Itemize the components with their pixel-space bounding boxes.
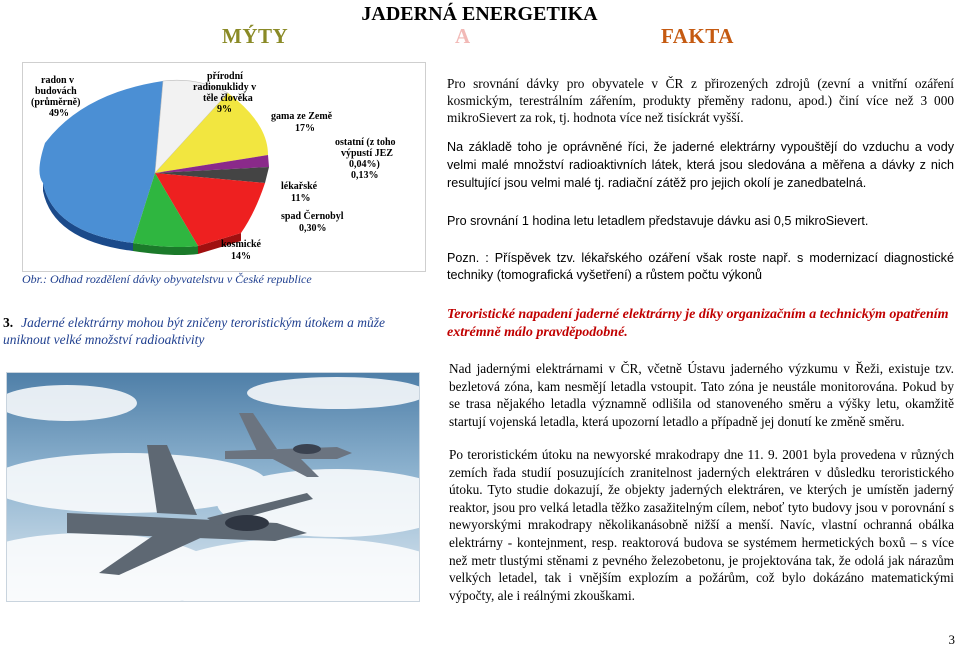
paragraph-no-fly-zone: Nad jadernými elektrárnami v ČR, včetně Ústavu jaderného výzkumu v Řeži, existuje tzv. bezletová zóna, kam nesmějí letadla vstoupit. Tato zóna je neustále monitorována. Pokud by se trasa nějakého letadla významně odlišila od stanoveného směru a výšky letu, okamžitě startují vojenská letadla, která upozorní letadlo a případně jej donutí ke změně směru. xyxy=(449,361,954,429)
heading-fakta: FAKTA xyxy=(661,24,734,48)
label-prirodni-4: 9% xyxy=(217,104,232,115)
label-radon-4: 49% xyxy=(49,108,69,119)
paragraph-emissions: Na základě toho je oprávněné říci, že jaderné elektrárny vypouštějí do vzduchu a vody velmi malé množství radioaktivních látek, která jsou sledována a měřena a dávky z nich resultující jsou velmi malé tj. radiační zátěž pro jejich okolí je zanedbatelná. xyxy=(447,140,954,190)
label-prirodni-2: radionuklidy v xyxy=(193,82,257,93)
section-3-text: Jaderné elektrárny mohou být zničeny teroristickým útokem a může uniknout velké množství radioaktivity xyxy=(3,315,386,347)
label-lekarske-1: lékařské xyxy=(281,181,318,192)
label-ostatni-1: ostatní (z toho xyxy=(335,137,396,148)
label-gama-2: 17% xyxy=(295,123,315,134)
label-ostatni-3: 0,04%) xyxy=(349,159,380,170)
section-number: 3. xyxy=(3,315,14,330)
paragraph-studies: Po teroristickém útoku na newyorské mrakodrapy dne 11. 9. 2001 byla provedena v různých zemích řada studií posuzujících zranitelnost jaderných elektráren v důsledku teroristického útoku. Tyto studie dokazují, že objekty jaderných elektráren, ve kterých je umístěn jaderný reaktor, jsou pro velká letadla těžko zasažitelným cílem, neboť tyto budovy jsou v porovnání s newyorskými mrakodrapy několikanásobně nižší a menší. Navíc, vlastní ochranná obálka elektrárny - kontejnment, resp. reaktorová budova se systémem hermetických boxů – s více než metr tlustými stěnami z pevného železobetonu, je projektována tak, že odolá jak nárazům velkých letadel, tak i vnějším explozím a požárům, což bylo dokázáno matematickými výpočty, ale i reálnými zkouškami. xyxy=(449,447,954,603)
chart-caption: Obr.: Odhad rozdělení dávky obyvatelstvu v České republice xyxy=(22,272,312,286)
fighter-jets-photo xyxy=(6,372,420,602)
paragraph-flight-dose: Pro srovnání 1 hodina letu letadlem představuje dávku asi 0,5 mikroSievert. xyxy=(447,214,869,228)
terror-fact-heading: Teroristické napadení jaderné elektrárny je díky organizačním a technickým opatřením extrémně málo pravděpodobné. xyxy=(447,307,949,340)
label-prirodni-3: těle člověka xyxy=(203,93,253,104)
label-kosmicke-2: 14% xyxy=(231,251,251,262)
document-title: JADERNÁ ENERGETIKA xyxy=(361,3,598,25)
paragraph-dose-comparison: Pro srovnání dávky pro obyvatele v ČR z přirozených zdrojů (zevní a vnitřní ozáření kosmickým, terestrálním zářením, produkty přeměny radonu, apod.) činí více než 3 000 mikroSievert za rok, tj. hodnota více než tisíckrát vyšší. xyxy=(447,76,954,126)
label-ostatni-4: 0,13% xyxy=(351,170,379,181)
section-3-heading xyxy=(3,314,423,348)
dose-pie-chart xyxy=(22,62,426,272)
label-ostatni-2: výpustí JEZ xyxy=(341,148,393,159)
paragraph-note: Pozn. : Příspěvek tzv. lékařského ozáření však roste např. s modernizací diagnostické techniky (tomografická vyšetření) a růstem počtu výkonů xyxy=(447,251,954,282)
label-kosmicke-1: kosmické xyxy=(221,239,261,250)
label-lekarske-2: 11% xyxy=(291,193,311,204)
heading-myty: MÝTY xyxy=(222,24,289,48)
label-radon-3: (průměrně) xyxy=(31,97,81,108)
label-prirodni-1: přírodní xyxy=(207,71,243,82)
heading-a: A xyxy=(455,24,471,48)
label-gama-1: gama ze Země xyxy=(271,111,333,122)
label-radon-1: radon v xyxy=(41,75,75,86)
page-number: 3 xyxy=(948,632,955,647)
label-cernobyl-2: 0,30% xyxy=(299,223,327,234)
label-cernobyl-1: spad Černobyl xyxy=(281,211,344,222)
label-radon-2: budovách xyxy=(35,86,77,97)
